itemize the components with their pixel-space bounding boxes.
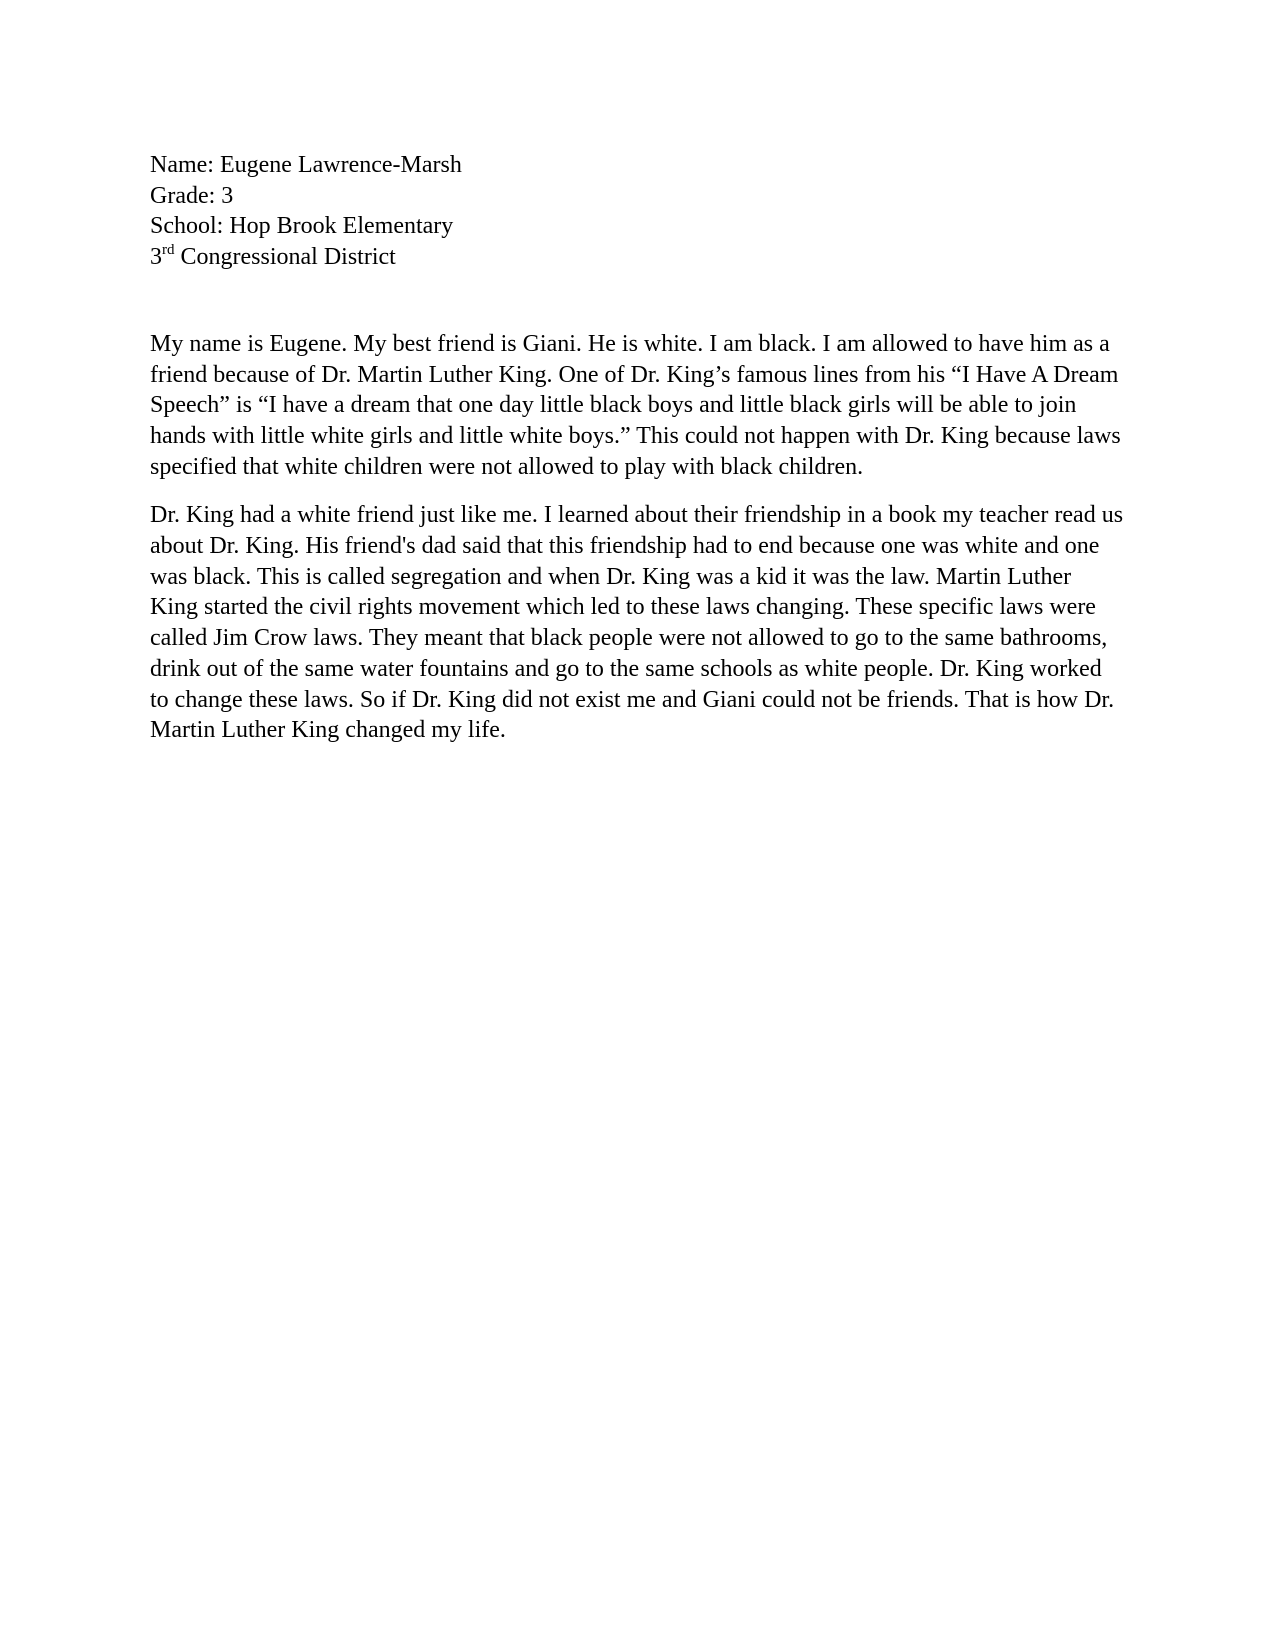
document-content bbox=[150, 150, 1125, 746]
student-info-block bbox=[150, 150, 1125, 273]
district-text: Congressional District bbox=[174, 244, 396, 271]
district-line bbox=[150, 242, 1125, 273]
school-line: School: Hop Brook Elementary bbox=[150, 213, 454, 240]
district-ordinal-suffix: rd bbox=[162, 242, 175, 259]
grade-line: Grade: 3 bbox=[150, 182, 234, 209]
district-number: 3 bbox=[150, 244, 162, 271]
essay-paragraph: My name is Eugene. My best friend is Giani. He is white. I am black. I am allowed to have him as a friend because of Dr. Martin Luther King. One of Dr. King’s famous lines from his “I Have A Dream Speech” is “I have a dream that one day little black boys and little black girls will be able to join hands with little white girls and little white boys.” This could not happen with Dr. King because laws specified that white children were not allowed to play with black children. bbox=[150, 330, 1121, 480]
essay-paragraph: Dr. King had a white friend just like me. I learned about their friendship in a book my teacher read us about Dr. King. His friend's dad said that this friendship had to end because one was white and one was black. This is called segregation and when Dr. King was a kid it was the law. Martin Luther King started the civil rights movement which led to these laws changing. These specific laws were called Jim Crow laws. They meant that black people were not allowed to go to the same bathrooms, drink out of the same water fountains and go to the same schools as white people. Dr. King worked to change these laws. So if Dr. King did not exist me and Giani could not be friends. That is how Dr. Martin Luther King changed my life. bbox=[150, 502, 1124, 744]
student-name-line: Name: Eugene Lawrence-Marsh bbox=[150, 152, 462, 178]
